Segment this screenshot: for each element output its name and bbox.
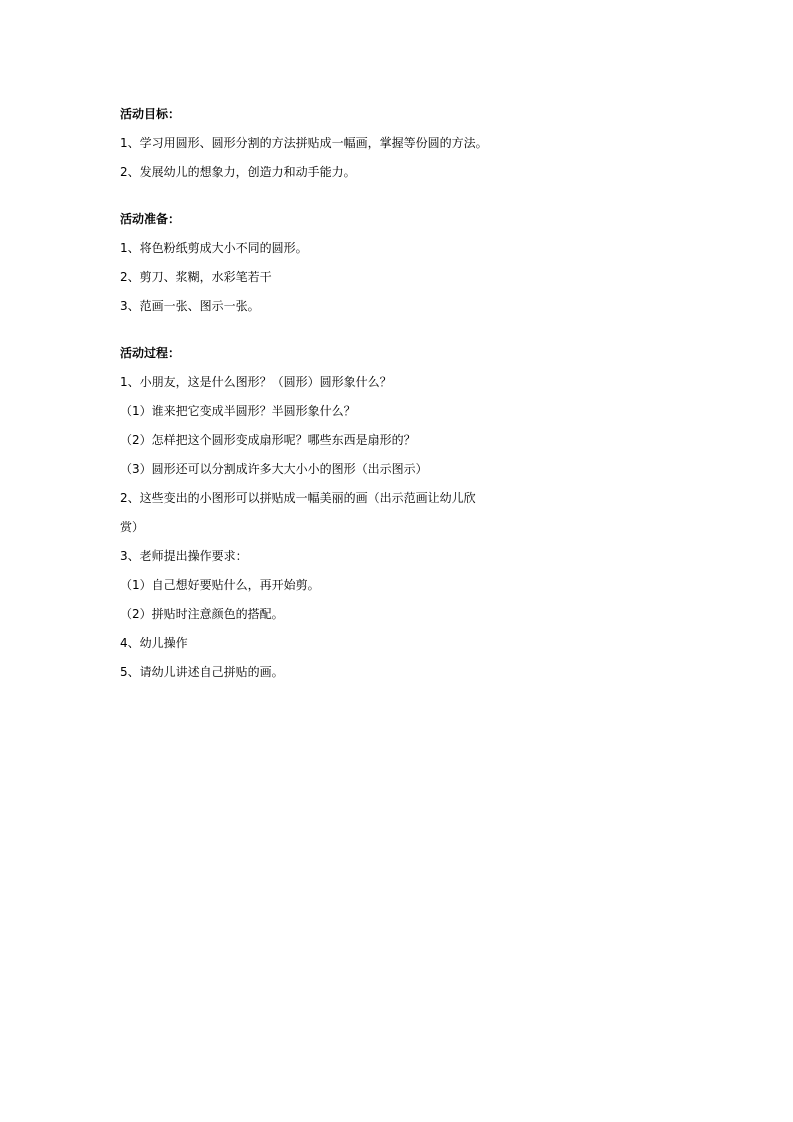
text-line: 1、学习用圆形、圆形分割的方法拼贴成一幅画，掌握等份圆的方法。	[120, 136, 488, 150]
text-line: （2）怎样把这个圆形变成扇形呢？哪些东西是扇形的？	[120, 433, 416, 447]
text-line: 3、老师提出操作要求：	[120, 549, 248, 563]
section-heading: 活动准备：	[120, 212, 181, 226]
section-heading: 活动过程：	[120, 346, 181, 360]
text-line: 1、小朋友，这是什么图形？（圆形）圆形象什么？	[120, 375, 392, 389]
text-line: （2）拼贴时注意颜色的搭配。	[120, 607, 284, 621]
text-line: 1、将色粉纸剪成大小不同的圆形。	[120, 241, 308, 255]
text-line: 5、请幼儿讲述自己拼贴的画。	[120, 665, 284, 679]
text-line: （3）圆形还可以分割成许多大大小小的图形（出示图示）	[120, 462, 428, 476]
document-page	[120, 100, 500, 687]
text-line: 2、这些变出的小图形可以拼贴成一幅美丽的画（出示范画让幼儿欣赏）	[120, 491, 476, 534]
section-heading: 活动目标：	[120, 107, 181, 121]
text-line: （1）自己想好要贴什么，再开始剪。	[120, 578, 320, 592]
text-line: 3、范画一张、图示一张。	[120, 299, 260, 313]
text-line: 4、幼儿操作	[120, 636, 188, 650]
text-line: （1）谁来把它变成半圆形？半圆形象什么？	[120, 404, 356, 418]
section-activity-process	[120, 339, 500, 687]
section-activity-goals	[120, 100, 500, 187]
text-line: 2、剪刀、浆糊，水彩笔若干	[120, 270, 272, 284]
section-activity-preparation	[120, 205, 500, 321]
text-line: 2、发展幼儿的想象力，创造力和动手能力。	[120, 165, 356, 179]
